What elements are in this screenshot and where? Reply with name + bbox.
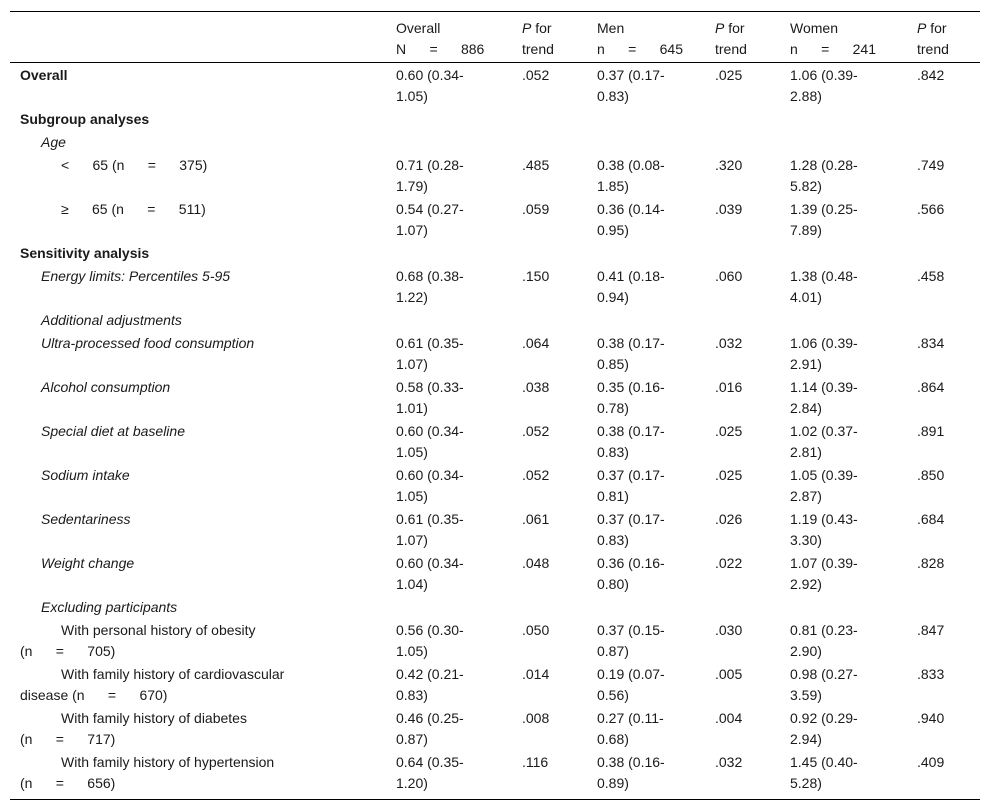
overall-value <box>396 65 496 106</box>
header-men: Men n = 645 <box>597 20 683 57</box>
women-value-line: 1.39 (0.25- <box>790 201 858 217</box>
men-value-line: 0.83) <box>597 87 629 104</box>
row-label-line: With personal history of obesity <box>61 622 256 638</box>
women-value-line: 2.81) <box>790 443 822 460</box>
men-value <box>597 421 697 462</box>
overall-value-line: 0.68 (0.38- <box>396 268 464 284</box>
row-label-line: disease (n = 670) <box>20 686 168 703</box>
men-value-line: 0.38 (0.08- <box>597 157 665 173</box>
women-value-line: 2.90) <box>790 642 822 659</box>
men-p-trend: .016 <box>715 379 743 395</box>
row-label: Special diet at baseline <box>41 423 185 439</box>
overall-value-line: 1.07) <box>396 221 428 238</box>
row-label: Energy limits: Percentiles 5-95 <box>41 268 231 284</box>
women-value <box>790 333 890 374</box>
women-value-line: 1.19 (0.43- <box>790 511 858 527</box>
overall-value <box>396 377 496 418</box>
header-rule <box>10 62 980 63</box>
women-value-line: 1.02 (0.37- <box>790 423 858 439</box>
men-p-trend: .004 <box>715 710 743 726</box>
overall-value-line: 0.60 (0.34- <box>396 467 464 483</box>
men-value-line: 1.85) <box>597 177 629 194</box>
overall-value-line: 1.05) <box>396 87 428 104</box>
row-label: Sodium intake <box>41 467 130 483</box>
men-value-line: 0.36 (0.14- <box>597 201 665 217</box>
overall-p-trend: .038 <box>522 379 550 395</box>
row-label-line: With family history of diabetes <box>61 710 247 726</box>
overall-value-line: 1.01) <box>396 399 428 416</box>
overall-value-line: 1.79) <box>396 177 428 194</box>
men-p-trend: .060 <box>715 268 743 284</box>
men-value-line: 0.95) <box>597 221 629 238</box>
women-value <box>790 752 890 793</box>
overall-p-trend: .052 <box>522 67 550 83</box>
overall-value-line: 1.05) <box>396 487 428 504</box>
row-label: Alcohol consumption <box>41 379 171 395</box>
row-label: Sedentariness <box>41 511 131 527</box>
women-p-trend: .749 <box>917 157 945 173</box>
men-value <box>597 752 697 793</box>
men-value-line: 0.83) <box>597 531 629 548</box>
women-p-trend: .409 <box>917 754 945 770</box>
men-value <box>597 553 697 594</box>
women-value-line: 0.98 (0.27- <box>790 666 858 682</box>
men-p-trend: .032 <box>715 335 743 351</box>
women-value <box>790 266 890 307</box>
overall-value-line: 1.05) <box>396 443 428 460</box>
overall-value-line: 0.60 (0.34- <box>396 423 464 439</box>
men-p-trend: .005 <box>715 666 743 682</box>
women-value <box>790 708 890 749</box>
header-men-p: P for trend <box>715 20 747 57</box>
women-value-line: 3.59) <box>790 686 822 703</box>
row-label-line: (n = 717) <box>20 730 116 747</box>
overall-p-trend: .116 <box>522 754 549 770</box>
overall-value-line: 0.64 (0.35- <box>396 754 464 770</box>
header-overall-p: P for trend <box>522 20 554 57</box>
women-value-line: 1.05 (0.39- <box>790 467 858 483</box>
women-value <box>790 65 890 106</box>
women-p-trend: .847 <box>917 622 945 638</box>
women-value <box>790 553 890 594</box>
women-value-line: 1.06 (0.39- <box>790 67 858 83</box>
row-label: Age <box>41 134 66 150</box>
women-value-line: 0.92 (0.29- <box>790 710 858 726</box>
men-value-line: 0.37 (0.15- <box>597 622 665 638</box>
women-p-trend: .833 <box>917 666 945 682</box>
women-p-trend: .828 <box>917 555 945 571</box>
overall-value <box>396 333 496 374</box>
table-top-rule <box>10 11 980 12</box>
header-women: Women n = 241 <box>790 20 876 57</box>
overall-value-line: 0.58 (0.33- <box>396 379 464 395</box>
row-label <box>20 664 370 705</box>
overall-p-trend: .064 <box>522 335 550 351</box>
women-value <box>790 199 890 240</box>
women-value <box>790 377 890 418</box>
women-value-line: 1.07 (0.39- <box>790 555 858 571</box>
men-value-line: 0.19 (0.07- <box>597 666 665 682</box>
overall-value <box>396 752 496 793</box>
men-value-line: 0.38 (0.16- <box>597 754 665 770</box>
women-value-line: 2.91) <box>790 355 822 372</box>
men-value <box>597 155 697 196</box>
men-value-line: 0.35 (0.16- <box>597 379 665 395</box>
row-label: Additional adjustments <box>41 312 182 328</box>
row-label: Sensitivity analysis <box>20 245 150 261</box>
overall-value-line: 0.61 (0.35- <box>396 335 464 351</box>
men-p-trend: .039 <box>715 201 743 217</box>
overall-value <box>396 421 496 462</box>
men-value <box>597 620 697 661</box>
table-bottom-rule <box>10 799 980 800</box>
men-value-line: 0.94) <box>597 288 629 305</box>
women-p-trend: .850 <box>917 467 945 483</box>
overall-p-trend: .061 <box>522 511 550 527</box>
women-value-line: 1.28 (0.28- <box>790 157 858 173</box>
men-value-line: 0.37 (0.17- <box>597 467 665 483</box>
women-value <box>790 664 890 705</box>
women-value-line: 2.87) <box>790 487 822 504</box>
overall-value-line: 0.54 (0.27- <box>396 201 464 217</box>
women-value-line: 2.94) <box>790 730 822 747</box>
women-value-line: 0.81 (0.23- <box>790 622 858 638</box>
men-value-line: 0.85) <box>597 355 629 372</box>
men-p-trend: .320 <box>715 157 743 173</box>
row-label-line: With family history of hypertension <box>61 754 275 770</box>
women-value-line: 5.28) <box>790 774 822 791</box>
women-p-trend: .940 <box>917 710 945 726</box>
men-value-line: 0.78) <box>597 399 629 416</box>
women-value-line: 2.92) <box>790 575 822 592</box>
row-label: Excluding participants <box>41 599 178 615</box>
overall-value <box>396 620 496 661</box>
row-label: ≥ 65 (n = 511) <box>61 201 206 217</box>
overall-value-line: 0.87) <box>396 730 428 747</box>
men-p-trend: .025 <box>715 467 743 483</box>
overall-value-line: 0.71 (0.28- <box>396 157 464 173</box>
men-value-line: 0.68) <box>597 730 629 747</box>
women-value-line: 1.06 (0.39- <box>790 335 858 351</box>
overall-value-line: 0.83) <box>396 686 428 703</box>
row-label <box>20 752 370 793</box>
women-value-line: 7.89) <box>790 221 822 238</box>
women-p-trend: .684 <box>917 511 945 527</box>
row-label <box>20 620 370 661</box>
women-value <box>790 620 890 661</box>
overall-value <box>396 664 496 705</box>
overall-p-trend: .050 <box>522 622 550 638</box>
women-value-line: 2.88) <box>790 87 822 104</box>
row-label: Subgroup analyses <box>20 111 150 127</box>
row-label <box>20 708 370 749</box>
overall-value <box>396 266 496 307</box>
men-p-trend: .026 <box>715 511 743 527</box>
men-value <box>597 266 697 307</box>
women-value <box>790 155 890 196</box>
overall-value <box>396 199 496 240</box>
women-value-line: 3.30) <box>790 531 822 548</box>
men-value-line: 0.41 (0.18- <box>597 268 665 284</box>
header-women-p: P for trend <box>917 20 949 57</box>
men-value <box>597 465 697 506</box>
overall-value <box>396 553 496 594</box>
women-p-trend: .864 <box>917 379 945 395</box>
overall-value <box>396 509 496 550</box>
men-value-line: 0.27 (0.11- <box>597 710 664 726</box>
overall-p-trend: .485 <box>522 157 550 173</box>
men-value-line: 0.81) <box>597 487 629 504</box>
row-label: Overall <box>20 67 68 83</box>
overall-p-trend: .048 <box>522 555 550 571</box>
men-p-trend: .032 <box>715 754 743 770</box>
women-value <box>790 421 890 462</box>
women-value-line: 1.14 (0.39- <box>790 379 858 395</box>
men-value-line: 0.37 (0.17- <box>597 511 665 527</box>
overall-value-line: 1.07) <box>396 355 428 372</box>
overall-value-line: 1.04) <box>396 575 428 592</box>
men-value-line: 0.37 (0.17- <box>597 67 665 83</box>
men-p-trend: .025 <box>715 67 743 83</box>
overall-value-line: 0.61 (0.35- <box>396 511 464 527</box>
men-value-line: 0.80) <box>597 575 629 592</box>
women-value-line: 5.82) <box>790 177 822 194</box>
women-value-line: 1.38 (0.48- <box>790 268 858 284</box>
men-value <box>597 708 697 749</box>
men-value-line: 0.38 (0.17- <box>597 423 665 439</box>
overall-p-trend: .059 <box>522 201 550 217</box>
overall-p-trend: .150 <box>522 268 550 284</box>
overall-value-line: 1.05) <box>396 642 428 659</box>
women-p-trend: .566 <box>917 201 945 217</box>
overall-value-line: 0.56 (0.30- <box>396 622 464 638</box>
women-p-trend: .891 <box>917 423 945 439</box>
row-label-line: (n = 656) <box>20 774 116 791</box>
men-value-line: 0.87) <box>597 642 629 659</box>
women-value-line: 1.45 (0.40- <box>790 754 858 770</box>
overall-p-trend: .052 <box>522 423 550 439</box>
men-value <box>597 664 697 705</box>
women-p-trend: .842 <box>917 67 945 83</box>
overall-value <box>396 155 496 196</box>
men-value <box>597 199 697 240</box>
row-label: < 65 (n = 375) <box>61 157 208 173</box>
men-p-trend: .025 <box>715 423 743 439</box>
men-value <box>597 333 697 374</box>
overall-value <box>396 465 496 506</box>
overall-value-line: 0.60 (0.34- <box>396 555 464 571</box>
women-p-trend: .458 <box>917 268 945 284</box>
men-value <box>597 509 697 550</box>
overall-value-line: 1.07) <box>396 531 428 548</box>
overall-value-line: 0.60 (0.34- <box>396 67 464 83</box>
overall-value-line: 0.42 (0.21- <box>396 666 464 682</box>
women-value <box>790 465 890 506</box>
men-value <box>597 377 697 418</box>
women-value-line: 2.84) <box>790 399 822 416</box>
row-label-line: (n = 705) <box>20 642 116 659</box>
women-value <box>790 509 890 550</box>
men-p-trend: .030 <box>715 622 743 638</box>
header-overall: Overall N = 886 <box>396 20 485 57</box>
row-label: Weight change <box>41 555 135 571</box>
overall-p-trend: .014 <box>522 666 550 682</box>
men-value-line: 0.56) <box>597 686 629 703</box>
men-p-trend: .022 <box>715 555 743 571</box>
row-label-line: With family history of cardiovascular <box>61 666 285 682</box>
women-value-line: 4.01) <box>790 288 822 305</box>
overall-value-line: 0.46 (0.25- <box>396 710 464 726</box>
men-value-line: 0.36 (0.16- <box>597 555 665 571</box>
men-value <box>597 65 697 106</box>
men-value-line: 0.83) <box>597 443 629 460</box>
men-value-line: 0.38 (0.17- <box>597 335 665 351</box>
overall-value <box>396 708 496 749</box>
overall-p-trend: .052 <box>522 467 550 483</box>
women-p-trend: .834 <box>917 335 945 351</box>
overall-value-line: 1.20) <box>396 774 428 791</box>
row-label: Ultra-processed food consumption <box>41 335 255 351</box>
men-value-line: 0.89) <box>597 774 629 791</box>
overall-p-trend: .008 <box>522 710 550 726</box>
overall-value-line: 1.22) <box>396 288 428 305</box>
